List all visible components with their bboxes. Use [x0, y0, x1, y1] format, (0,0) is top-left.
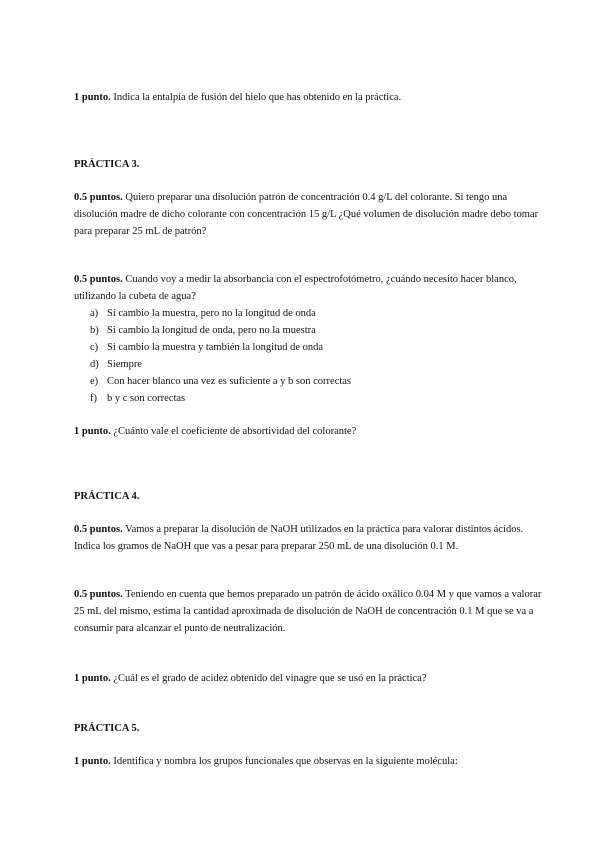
- question-ice-enthalpy: [74, 89, 544, 106]
- question-4c: [74, 670, 544, 687]
- points-label: 1 punto.: [74, 426, 111, 437]
- question-5a: [74, 753, 544, 770]
- points-label: 0.5 puntos.: [74, 524, 123, 535]
- question-text: ¿Cuál es el grado de acidez obtenido del vinagre que se usó en la práctica?: [110, 673, 427, 684]
- section-heading-practica-5: PRÁCTICA 5.: [74, 723, 140, 734]
- question-3c: [74, 423, 544, 440]
- question-4b: [74, 586, 544, 637]
- option-text: Si cambio la muestra y también la longitud de onda: [107, 342, 324, 353]
- option-f: [90, 390, 185, 407]
- points-label: 1 punto.: [74, 756, 111, 767]
- question-text: ¿Cuánto vale el coeficiente de absortividad del colorante?: [110, 426, 357, 437]
- option-text: Con hacer blanco una vez es suficiente a y b son correctas: [107, 376, 352, 387]
- option-d: [90, 356, 142, 373]
- option-text: Siempre: [107, 359, 142, 370]
- option-letter: a): [90, 308, 99, 319]
- option-text: Si cambio la muestra, pero no la longitud de onda: [107, 308, 316, 319]
- points-label: 1 punto.: [74, 673, 111, 684]
- question-text: Indica la entalpía de fusión del hielo que has obtenido en la práctica.: [110, 92, 402, 103]
- section-heading-practica-3: PRÁCTICA 3.: [74, 159, 140, 170]
- section-heading-practica-4: PRÁCTICA 4.: [74, 491, 140, 502]
- option-a: [90, 305, 316, 322]
- option-letter: b): [90, 325, 99, 336]
- points-label: 0.5 puntos.: [74, 192, 123, 203]
- question-text: Teniendo en cuenta que hemos preparado un patrón de ácido oxálico 0.04 M y que vamos a valorar 25 mL del mismo, estima la cantidad aproximada de disolución de NaOH de concentración 0.1 M que se va a consumir para alcanzar el punto de neutralización.: [74, 589, 542, 634]
- points-label: 0.5 puntos.: [74, 274, 123, 285]
- question-text: Quiero preparar una disolución patrón de concentración 0.4 g/L del colorante. Si tengo una disolución madre de dicho colorante con concentración 15 g/L ¿Qué volumen de disolución madre debo tomar para preparar 25 mL de patrón?: [74, 192, 539, 237]
- option-letter: d): [90, 359, 99, 370]
- option-c: [90, 339, 323, 356]
- question-3a: [74, 189, 544, 240]
- question-text: Cuando voy a medir la absorbancia con el espectrofotómetro, ¿cuándo necesito hacer blanco, utilizando la cubeta de agua?: [74, 274, 517, 302]
- question-text: Vamos a preparar la disolución de NaOH utilizados en la práctica para valorar distintos ácidos. Indica los gramos de NaOH que vas a pesar para preparar 250 mL de una disolución 0.1 M.: [74, 524, 524, 552]
- points-label: 0.5 puntos.: [74, 589, 123, 600]
- option-text: b y c son correctas: [107, 393, 186, 404]
- option-b: [90, 322, 316, 339]
- question-3b: [74, 271, 544, 305]
- question-text: Identifica y nombra los grupos funcionales que observas en la siguiente molécula:: [110, 756, 458, 767]
- option-letter: c): [90, 342, 99, 353]
- question-4a: [74, 521, 544, 555]
- option-e: [90, 373, 351, 390]
- option-letter: f): [90, 393, 97, 404]
- points-label: 1 punto.: [74, 92, 111, 103]
- option-letter: e): [90, 376, 99, 387]
- option-text: Si cambio la longitud de onda, pero no la muestra: [107, 325, 316, 336]
